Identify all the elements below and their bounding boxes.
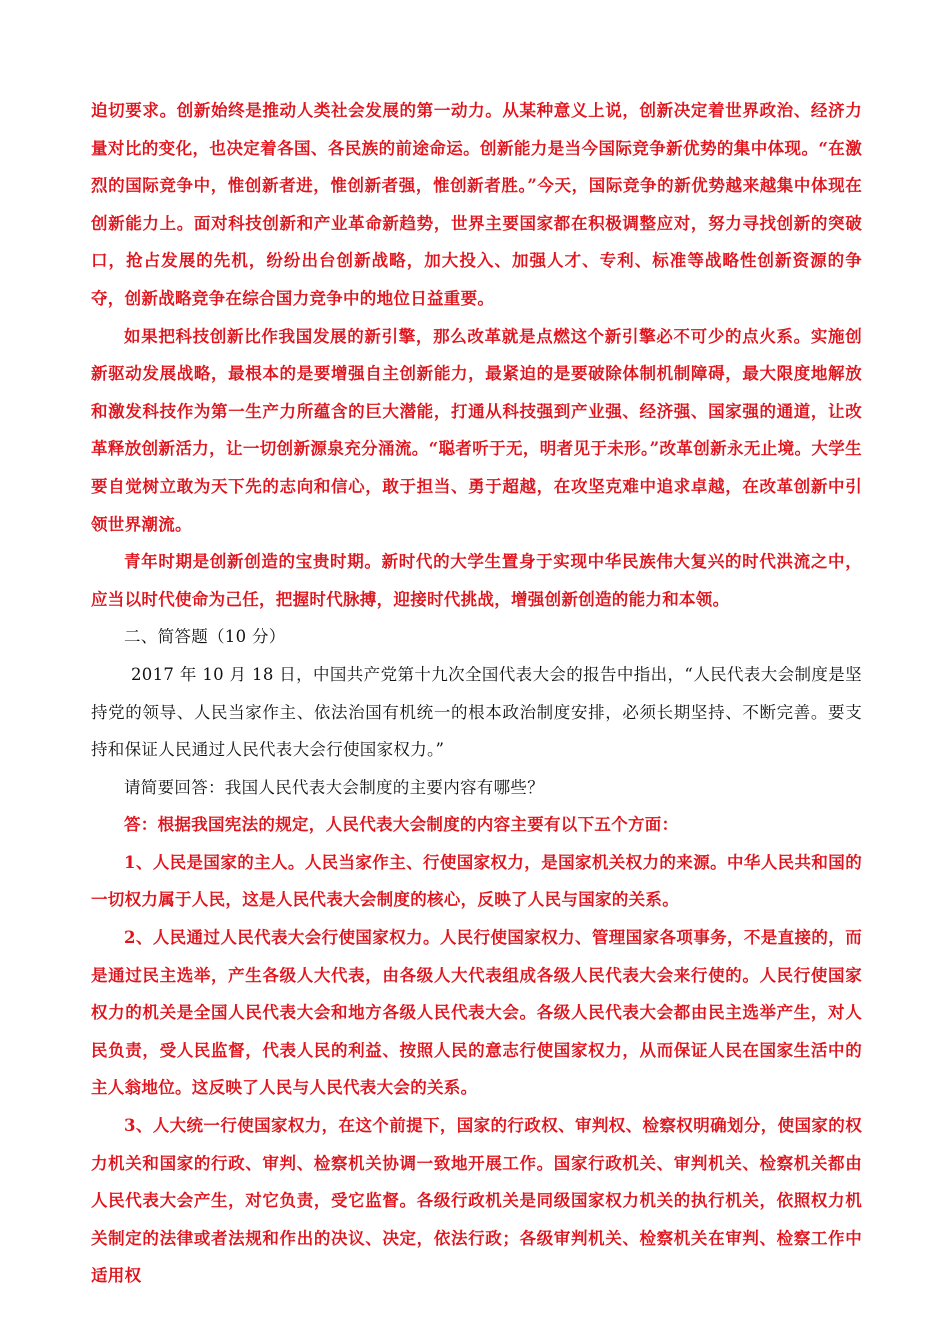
paragraph-youth-creativity: 青年时期是创新创造的宝贵时期。新时代的大学生置身于实现中华民族伟大复兴的时代洪流之中，应当以时代使命为己任，把握时代脉搏，迎接时代挑战，增强创新创造的能力和本领。 — [91, 552, 862, 609]
paragraph-answer-intro: 答：根据我国宪法的规定，人民代表大会制度的内容主要有以下五个方面： — [124, 815, 679, 835]
answer-point-2: 2、人民通过人民代表大会行使国家权力。人民行使国家权力、管理国家各项事务，不是直接的，而是通过民主选举，产生各级人大代表，由各级人大代表组成各级人民代表大会来行使的。人民行使国家权力的机关是全国人民代表大会和地方各级人民代表大会。各级人民代表大会都由民主选举产生，对人民负责，受人民监督，代表人民的利益、按照人民的意志行使国家权力，从而保证人民在国家生活中的主人翁地位。这反映了人民与人民代表大会的关系。 — [91, 928, 862, 1098]
paragraph-innovation-competition: 迫切要求。创新始终是推动人类社会发展的第一动力。从某种意义上说，创新决定着世界政治、经济力量对比的变化，也决定着各国、各民族的前途命运。创新能力是当今国际竞争新优势的集中体现。“在激烈的国际竞争中，惟创新者进，惟创新者强，惟创新者胜。”今天，国际竞争的新优势越来越集中体现在创新能力上。面对科技创新和产业革命新趋势，世界主要国家都在积极调整应对，努力寻找创新的突破口，抢占发展的先机，纷纷出台创新战略，加大投入、加强人才、专利、标准等战略性创新资源的争夺，创新战略竞争在综合国力竞争中的地位日益重要。 — [91, 101, 862, 308]
section-heading-short-answer: 二、简答题（10 分） — [124, 627, 286, 647]
answer-point-3: 3、人大统一行使国家权力，在这个前提下，国家的行政权、审判权、检察权明确划分，使国家的权力机关和国家的行政、审判、检察机关协调一致地开展工作。国家行政机关、审判机关、检察机关都由人民代表大会产生，对它负责，受它监督。各级行政机关是同级国家权力机关的执行机关，依照权力机关制定的法律或者法规和作出的决议、决定，依法行政；各级审判机关、检察机关在审判、检察工作中适用权 — [91, 1116, 862, 1286]
paragraph-reform-engine: 如果把科技创新比作我国发展的新引擎，那么改革就是点燃这个新引擎必不可少的点火系。实施创新驱动发展战略，最根本的是要增强自主创新能力，最紧迫的是要破除体制机制障碍，最大限度地解放和激发科技作为第一生产力所蕴含的巨大潜能，打通从科技强到产业强、经济强、国家强的通道，让改革释放创新活力，让一切创新源泉充分涌流。“聪者听于无，明者见于未形。”改革创新永无止境。大学生要自觉树立敢为天下先的志向和信心，敢于担当、勇于超越，在攻坚克难中追求卓越，在改革创新中引领世界潮流。 — [91, 326, 862, 534]
paragraph-question-prompt: 请简要回答：我国人民代表大会制度的主要内容有哪些？ — [124, 777, 544, 797]
paragraph-question-context: 2017 年 10 月 18 日，中国共产党第十九次全国代表大会的报告中指出，“人民代表大会制度是坚持党的领导、人民当家作主、依法治国有机统一的根本政治制度安排，必须长期坚持、不断完善。要支持和保证人民通过人民代表大会行使国家权力。” — [91, 664, 862, 760]
document-page — [91, 92, 862, 1295]
answer-point-1: 1、人民是国家的主人。人民当家作主、行使国家权力，是国家机关权力的来源。中华人民共和国的一切权力属于人民，这是人民代表大会制度的核心，反映了人民与国家的关系。 — [91, 852, 862, 910]
